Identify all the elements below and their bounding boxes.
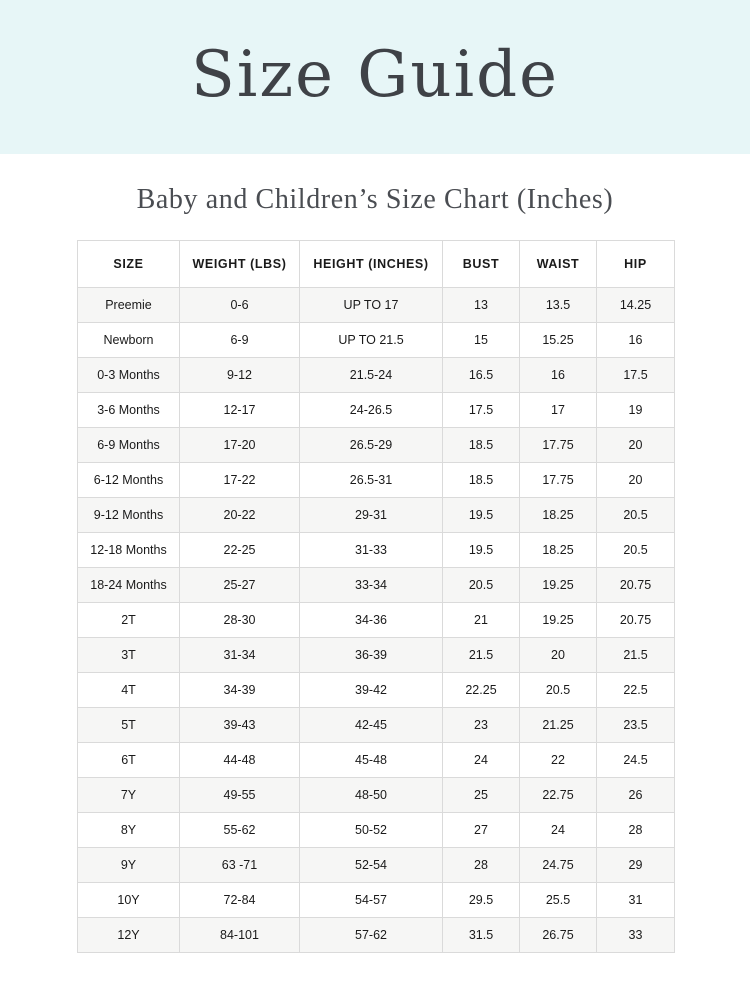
- table-row: [78, 638, 675, 673]
- cell-size: 9Y: [78, 848, 180, 883]
- column-header-hip: HIP: [597, 241, 675, 288]
- cell-waist: 18.25: [520, 533, 597, 568]
- cell-bust: 25: [443, 778, 520, 813]
- cell-bust: 15: [443, 323, 520, 358]
- cell-waist: 17: [520, 393, 597, 428]
- cell-size: 3T: [78, 638, 180, 673]
- cell-waist: 25.5: [520, 883, 597, 918]
- cell-height: 26.5-29: [300, 428, 443, 463]
- cell-hip: 20: [597, 463, 675, 498]
- cell-height: 48-50: [300, 778, 443, 813]
- cell-hip: 20.75: [597, 603, 675, 638]
- cell-weight: 0-6: [180, 288, 300, 323]
- cell-height: UP TO 21.5: [300, 323, 443, 358]
- table-row: [78, 918, 675, 953]
- table-row: [78, 743, 675, 778]
- cell-hip: 20: [597, 428, 675, 463]
- cell-size: 3-6 Months: [78, 393, 180, 428]
- cell-height: 21.5-24: [300, 358, 443, 393]
- size-chart-table: [77, 240, 675, 953]
- cell-weight: 49-55: [180, 778, 300, 813]
- cell-hip: 17.5: [597, 358, 675, 393]
- cell-size: 6-12 Months: [78, 463, 180, 498]
- cell-size: Preemie: [78, 288, 180, 323]
- cell-weight: 28-30: [180, 603, 300, 638]
- column-header-weight: WEIGHT (LBS): [180, 241, 300, 288]
- cell-waist: 20.5: [520, 673, 597, 708]
- cell-bust: 23: [443, 708, 520, 743]
- cell-weight: 9-12: [180, 358, 300, 393]
- cell-height: 34-36: [300, 603, 443, 638]
- cell-waist: 16: [520, 358, 597, 393]
- cell-weight: 63 -71: [180, 848, 300, 883]
- table-row: [78, 498, 675, 533]
- cell-hip: 24.5: [597, 743, 675, 778]
- cell-weight: 17-20: [180, 428, 300, 463]
- cell-bust: 19.5: [443, 498, 520, 533]
- cell-size: 10Y: [78, 883, 180, 918]
- cell-height: 45-48: [300, 743, 443, 778]
- cell-height: 57-62: [300, 918, 443, 953]
- cell-waist: 24.75: [520, 848, 597, 883]
- table-body: [78, 288, 675, 953]
- cell-bust: 21.5: [443, 638, 520, 673]
- cell-weight: 17-22: [180, 463, 300, 498]
- cell-waist: 26.75: [520, 918, 597, 953]
- cell-hip: 33: [597, 918, 675, 953]
- table-row: [78, 533, 675, 568]
- table-row: [78, 568, 675, 603]
- table-row: [78, 358, 675, 393]
- cell-size: 6-9 Months: [78, 428, 180, 463]
- cell-height: UP TO 17: [300, 288, 443, 323]
- cell-size: 2T: [78, 603, 180, 638]
- cell-waist: 17.75: [520, 428, 597, 463]
- cell-weight: 31-34: [180, 638, 300, 673]
- table-row: [78, 673, 675, 708]
- cell-size: 0-3 Months: [78, 358, 180, 393]
- cell-size: 18-24 Months: [78, 568, 180, 603]
- cell-bust: 22.25: [443, 673, 520, 708]
- cell-hip: 26: [597, 778, 675, 813]
- cell-bust: 21: [443, 603, 520, 638]
- cell-weight: 34-39: [180, 673, 300, 708]
- cell-bust: 27: [443, 813, 520, 848]
- cell-hip: 20.5: [597, 498, 675, 533]
- page-title: Size Guide: [191, 38, 559, 112]
- cell-height: 26.5-31: [300, 463, 443, 498]
- cell-size: 9-12 Months: [78, 498, 180, 533]
- cell-hip: 19: [597, 393, 675, 428]
- column-header-height: HEIGHT (INCHES): [300, 241, 443, 288]
- cell-waist: 17.75: [520, 463, 597, 498]
- cell-waist: 22.75: [520, 778, 597, 813]
- cell-bust: 16.5: [443, 358, 520, 393]
- cell-bust: 19.5: [443, 533, 520, 568]
- cell-weight: 6-9: [180, 323, 300, 358]
- table-row: [78, 288, 675, 323]
- cell-size: 12Y: [78, 918, 180, 953]
- cell-bust: 18.5: [443, 463, 520, 498]
- cell-waist: 18.25: [520, 498, 597, 533]
- cell-height: 42-45: [300, 708, 443, 743]
- table-header-row: [78, 241, 675, 288]
- cell-hip: 20.75: [597, 568, 675, 603]
- table-row: [78, 883, 675, 918]
- cell-bust: 29.5: [443, 883, 520, 918]
- cell-bust: 17.5: [443, 393, 520, 428]
- cell-weight: 39-43: [180, 708, 300, 743]
- table-row: [78, 463, 675, 498]
- cell-size: 6T: [78, 743, 180, 778]
- cell-weight: 12-17: [180, 393, 300, 428]
- cell-bust: 20.5: [443, 568, 520, 603]
- cell-waist: 22: [520, 743, 597, 778]
- cell-hip: 21.5: [597, 638, 675, 673]
- table-row: [78, 603, 675, 638]
- cell-waist: 20: [520, 638, 597, 673]
- cell-hip: 14.25: [597, 288, 675, 323]
- table-row: [78, 778, 675, 813]
- cell-hip: 23.5: [597, 708, 675, 743]
- cell-height: 31-33: [300, 533, 443, 568]
- cell-height: 24-26.5: [300, 393, 443, 428]
- table-row: [78, 848, 675, 883]
- cell-weight: 44-48: [180, 743, 300, 778]
- cell-hip: 28: [597, 813, 675, 848]
- table-row: [78, 428, 675, 463]
- cell-weight: 72-84: [180, 883, 300, 918]
- column-header-waist: WAIST: [520, 241, 597, 288]
- cell-bust: 28: [443, 848, 520, 883]
- cell-height: 39-42: [300, 673, 443, 708]
- cell-weight: 25-27: [180, 568, 300, 603]
- cell-bust: 24: [443, 743, 520, 778]
- cell-waist: 15.25: [520, 323, 597, 358]
- cell-waist: 19.25: [520, 603, 597, 638]
- cell-hip: 20.5: [597, 533, 675, 568]
- cell-height: 36-39: [300, 638, 443, 673]
- cell-weight: 84-101: [180, 918, 300, 953]
- cell-size: 8Y: [78, 813, 180, 848]
- cell-hip: 31: [597, 883, 675, 918]
- chart-subtitle: Baby and Children’s Size Chart (Inches): [136, 184, 614, 215]
- cell-height: 33-34: [300, 568, 443, 603]
- cell-weight: 20-22: [180, 498, 300, 533]
- cell-bust: 13: [443, 288, 520, 323]
- cell-weight: 22-25: [180, 533, 300, 568]
- header-banner: [0, 0, 750, 154]
- cell-waist: 21.25: [520, 708, 597, 743]
- cell-hip: 16: [597, 323, 675, 358]
- cell-size: 4T: [78, 673, 180, 708]
- cell-bust: 31.5: [443, 918, 520, 953]
- cell-waist: 13.5: [520, 288, 597, 323]
- table-row: [78, 323, 675, 358]
- cell-waist: 19.25: [520, 568, 597, 603]
- cell-height: 52-54: [300, 848, 443, 883]
- cell-waist: 24: [520, 813, 597, 848]
- cell-hip: 29: [597, 848, 675, 883]
- cell-size: Newborn: [78, 323, 180, 358]
- cell-size: 7Y: [78, 778, 180, 813]
- cell-height: 50-52: [300, 813, 443, 848]
- column-header-bust: BUST: [443, 241, 520, 288]
- cell-height: 29-31: [300, 498, 443, 533]
- column-header-size: SIZE: [78, 241, 180, 288]
- cell-bust: 18.5: [443, 428, 520, 463]
- cell-hip: 22.5: [597, 673, 675, 708]
- table-row: [78, 708, 675, 743]
- cell-height: 54-57: [300, 883, 443, 918]
- cell-size: 5T: [78, 708, 180, 743]
- cell-size: 12-18 Months: [78, 533, 180, 568]
- table-row: [78, 393, 675, 428]
- table-row: [78, 813, 675, 848]
- cell-weight: 55-62: [180, 813, 300, 848]
